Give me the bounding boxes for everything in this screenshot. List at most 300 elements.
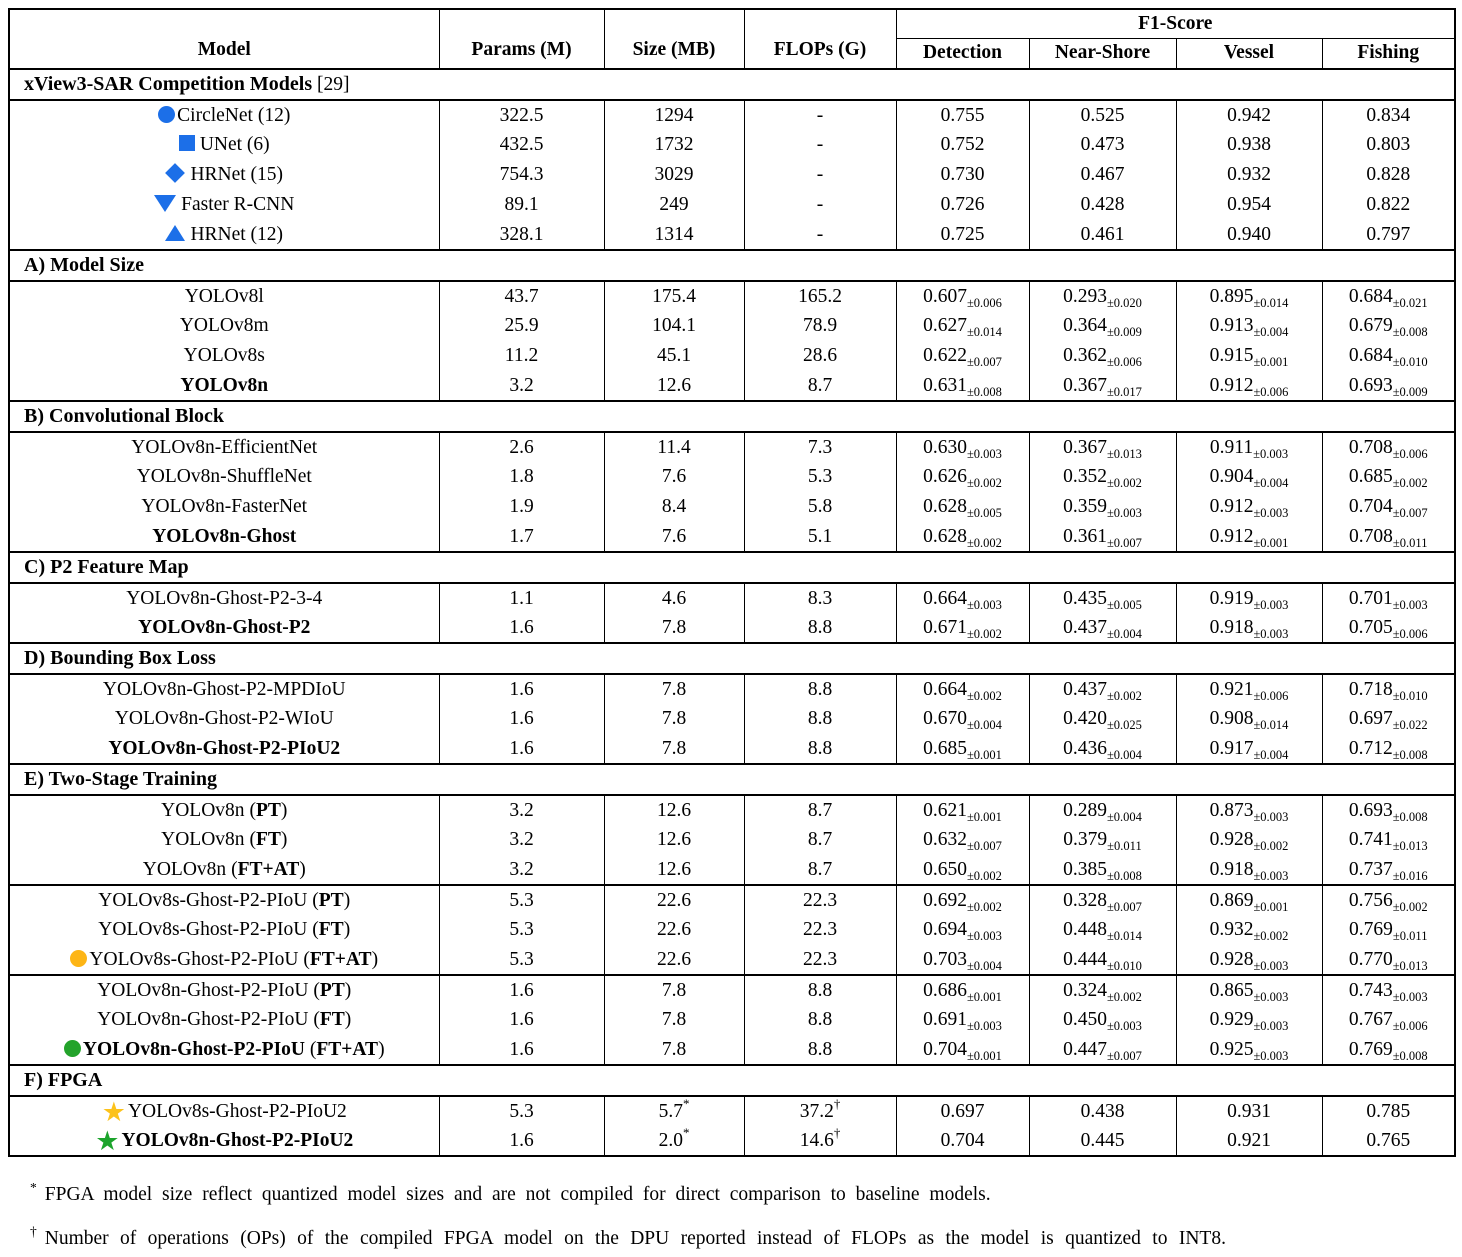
model-name: YOLOv8n — [161, 799, 245, 821]
flops-cell: 8.7 — [744, 855, 896, 885]
f1-std: ±0.002 — [966, 476, 1002, 490]
f1-value: 0.769 — [1348, 1038, 1393, 1060]
f1-fishing-cell — [1322, 704, 1455, 734]
model-cell — [9, 492, 439, 522]
f1-fishing-cell — [1322, 190, 1455, 220]
f1-fishing-cell — [1322, 160, 1455, 190]
model-cell: YOLOv8s-Ghost-P2-PIoU (FT) — [9, 915, 439, 945]
section-header-row — [9, 643, 1455, 674]
model-cell: YOLOv8s-Ghost-P2-PIoU (FT+AT) — [9, 945, 439, 975]
model-cell: YOLOv8n (PT) — [9, 795, 439, 825]
f1-nearshore-cell — [1029, 281, 1176, 311]
f1-vessel-cell — [1176, 674, 1322, 704]
flops-cell: 5.1 — [744, 522, 896, 552]
f1-value: 0.756 — [1348, 889, 1393, 911]
f1-nearshore-cell — [1029, 432, 1176, 462]
star-gold-marker-icon: ★ — [101, 1096, 126, 1128]
flops-cell: 78.9 — [744, 311, 896, 341]
model-name: YOLOv8n — [180, 374, 269, 396]
f1-value: 0.436 — [1063, 737, 1107, 759]
f1-nearshore-cell — [1029, 160, 1176, 190]
f1-fishing-cell — [1322, 1096, 1455, 1126]
f1-value: 0.704 — [923, 1038, 967, 1060]
f1-value: 0.670 — [923, 708, 967, 729]
col-header-f1-score: F1-Score — [896, 9, 1455, 38]
f1-std: ±0.006 — [1392, 446, 1428, 461]
model-cell — [9, 130, 439, 160]
f1-value: 0.694 — [923, 919, 967, 940]
params-cell: 25.9 — [439, 311, 604, 341]
square-blue-marker-icon — [179, 135, 195, 151]
model-cell — [9, 613, 439, 643]
f1-std: ±0.011 — [1107, 839, 1142, 853]
size-cell: 7.8 — [604, 975, 744, 1005]
params-cell: 3.2 — [439, 795, 604, 825]
f1-detection-cell — [896, 341, 1029, 371]
flops-cell: 22.3 — [744, 945, 896, 975]
model-name: YOLOv8n-FasterNet — [141, 496, 308, 517]
f1-std: ±0.001 — [1253, 899, 1289, 914]
flops-cell: - — [744, 160, 896, 190]
f1-std: ±0.005 — [966, 506, 1002, 520]
f1-std: ±0.003 — [1253, 809, 1289, 824]
params-cell: 5.3 — [439, 885, 604, 915]
f1-vessel-cell — [1176, 190, 1322, 220]
section-title-text: xView3-SAR Competition Models — [24, 73, 313, 95]
f1-value: 0.929 — [1209, 1009, 1254, 1030]
f1-std: ±0.003 — [1253, 989, 1289, 1004]
f1-std: ±0.002 — [966, 535, 1002, 550]
f1-value: 0.362 — [1063, 345, 1107, 366]
footnote-marker: * — [682, 1095, 690, 1111]
model-name: YOLOv8n-Ghost — [152, 525, 297, 547]
flops-cell: 7.3 — [744, 432, 896, 462]
table-row — [9, 674, 1455, 704]
f1-detection-cell — [896, 190, 1029, 220]
f1-std: ±0.004 — [1253, 476, 1289, 490]
f1-value: 0.919 — [1209, 587, 1254, 609]
f1-detection-cell — [896, 311, 1029, 341]
f1-std: ±0.001 — [966, 809, 1002, 824]
f1-std: ±0.022 — [1392, 718, 1428, 732]
f1-nearshore-cell — [1029, 885, 1176, 915]
f1-value: 0.708 — [1348, 436, 1393, 458]
params-cell: 1.9 — [439, 492, 604, 522]
f1-std: ±0.002 — [1253, 929, 1289, 943]
params-cell: 5.3 — [439, 915, 604, 945]
f1-value: 0.525 — [1080, 104, 1125, 126]
params-cell: 1.8 — [439, 462, 604, 492]
f1-nearshore-cell — [1029, 734, 1176, 764]
f1-std: ±0.014 — [1106, 929, 1142, 943]
f1-std: ±0.002 — [966, 868, 1002, 883]
f1-fishing-cell — [1322, 1005, 1455, 1035]
f1-std: ±0.003 — [1253, 597, 1289, 612]
flops-cell: - — [744, 130, 896, 160]
table-row — [9, 160, 1455, 190]
flops-cell: 8.8 — [744, 975, 896, 1005]
f1-value: 0.379 — [1063, 829, 1108, 850]
f1-std: ±0.004 — [1106, 747, 1142, 762]
f1-vessel-cell — [1176, 522, 1322, 552]
f1-detection-cell — [896, 130, 1029, 160]
model-cell — [9, 704, 439, 734]
f1-detection-cell — [896, 915, 1029, 945]
star-green-marker-icon: ★ — [95, 1125, 120, 1157]
f1-std: ±0.001 — [1253, 535, 1289, 550]
flops-cell: 22.3 — [744, 885, 896, 915]
f1-std: ±0.002 — [966, 688, 1002, 703]
f1-vessel-cell — [1176, 130, 1322, 160]
diamond-blue-marker-icon — [166, 163, 186, 183]
size-cell: 7.6 — [604, 462, 744, 492]
training-stage-label: FT — [318, 919, 344, 940]
training-stage-label: FT+AT — [309, 948, 372, 970]
f1-value: 0.718 — [1348, 678, 1393, 700]
model-cell: YOLOv8n-Ghost-P2-PIoU (PT) — [9, 975, 439, 1005]
f1-std: ±0.010 — [1392, 355, 1428, 369]
f1-value: 0.726 — [940, 194, 985, 215]
f1-value: 0.293 — [1063, 285, 1107, 307]
f1-value: 0.932 — [1209, 919, 1254, 940]
f1-value: 0.359 — [1063, 496, 1107, 517]
f1-detection-cell — [896, 825, 1029, 855]
size-cell: 7.6 — [604, 522, 744, 552]
triangle-down-blue-marker-icon — [154, 195, 176, 212]
f1-std: ±0.004 — [1106, 809, 1142, 824]
f1-nearshore-cell — [1029, 855, 1176, 885]
f1-value: 0.631 — [923, 374, 967, 396]
f1-std: ±0.005 — [1106, 597, 1142, 612]
f1-std: ±0.011 — [1392, 929, 1428, 943]
f1-nearshore-cell — [1029, 945, 1176, 975]
table-row — [9, 583, 1455, 613]
training-stage-label: FT — [255, 829, 281, 850]
f1-std: ±0.008 — [1392, 809, 1428, 824]
f1-std: ±0.010 — [1392, 688, 1428, 703]
model-name: YOLOv8s — [183, 345, 265, 366]
f1-value: 0.770 — [1348, 948, 1393, 970]
f1-std: ±0.025 — [1106, 718, 1142, 732]
size-cell: 7.8 — [604, 1035, 744, 1065]
f1-value: 0.628 — [923, 525, 967, 547]
f1-value: 0.437 — [1063, 616, 1107, 638]
f1-value: 0.904 — [1209, 466, 1254, 487]
flops-cell: 8.7 — [744, 795, 896, 825]
f1-nearshore-cell — [1029, 492, 1176, 522]
f1-value: 0.447 — [1063, 1038, 1107, 1060]
f1-std: ±0.002 — [1392, 899, 1428, 914]
f1-std: ±0.004 — [1106, 626, 1142, 641]
model-name: YOLOv8n-Ghost-P2-PIoU2 — [108, 737, 341, 759]
f1-std: ±0.011 — [1392, 535, 1428, 550]
f1-std: ±0.009 — [1106, 325, 1142, 339]
flops-cell: 8.8 — [744, 1005, 896, 1035]
f1-value: 0.769 — [1349, 919, 1393, 940]
table-row — [9, 190, 1455, 220]
f1-std: ±0.003 — [966, 1019, 1002, 1033]
f1-std: ±0.003 — [1253, 868, 1289, 883]
table-row — [9, 795, 1455, 825]
params-cell: 43.7 — [439, 281, 604, 311]
size-cell: 22.6 — [604, 915, 744, 945]
f1-value: 0.685 — [923, 737, 967, 759]
section-title — [9, 552, 1455, 583]
f1-value: 0.621 — [923, 799, 967, 821]
f1-value: 0.928 — [1209, 829, 1254, 850]
f1-std: ±0.003 — [1253, 958, 1289, 973]
header-row-top — [9, 9, 1455, 38]
model-name: Faster R-CNN — [181, 194, 295, 215]
section-title-text: C) P2 Feature Map — [24, 556, 189, 578]
flops-cell: 5.8 — [744, 492, 896, 522]
triangle-up-blue-marker-icon — [165, 225, 185, 241]
size-cell: 12.6 — [604, 371, 744, 401]
training-stage-label: FT+AT — [237, 858, 300, 880]
f1-fishing-cell — [1322, 341, 1455, 371]
f1-value: 0.664 — [923, 678, 967, 700]
f1-detection-cell — [896, 855, 1029, 885]
size-cell: 2.0* — [604, 1126, 744, 1156]
table-row — [9, 825, 1455, 855]
model-name: YOLOv8n-Ghost-P2-MPDIoU — [102, 678, 346, 700]
f1-nearshore-cell — [1029, 311, 1176, 341]
table-row — [9, 855, 1455, 885]
f1-value: 0.627 — [923, 315, 967, 336]
model-cell — [9, 341, 439, 371]
f1-nearshore-cell — [1029, 1005, 1176, 1035]
col-header-near-shore: Near-Shore — [1029, 38, 1176, 69]
f1-std: ±0.008 — [1392, 1048, 1428, 1063]
f1-value: 0.352 — [1063, 466, 1107, 487]
size-cell: 7.8 — [604, 674, 744, 704]
footnote-text: FPGA model size reflect quantized model sizes and are not compiled for direct comparison to baseline models. — [44, 1184, 991, 1205]
f1-std: ±0.006 — [1392, 1019, 1428, 1033]
params-cell: 1.6 — [439, 1035, 604, 1065]
f1-fishing-cell — [1322, 825, 1455, 855]
f1-value: 0.741 — [1348, 829, 1393, 850]
flops-cell: 22.3 — [744, 915, 896, 945]
section-header-row — [9, 69, 1455, 100]
model-name: YOLOv8n-EfficientNet — [131, 436, 318, 458]
f1-nearshore-cell — [1029, 522, 1176, 552]
f1-detection-cell — [896, 220, 1029, 250]
model-name: YOLOv8s-Ghost-P2-PIoU2 — [127, 1100, 347, 1122]
f1-value: 0.697 — [940, 1100, 985, 1122]
model-cell — [9, 160, 439, 190]
f1-value: 0.915 — [1209, 345, 1254, 366]
training-stage-label: PT — [319, 979, 345, 1001]
section-title — [9, 69, 1455, 100]
f1-fishing-cell — [1322, 734, 1455, 764]
model-name: YOLOv8s-Ghost-P2-PIoU — [89, 948, 299, 970]
f1-std: ±0.006 — [966, 295, 1002, 310]
model-cell — [9, 674, 439, 704]
f1-value: 0.912 — [1209, 496, 1254, 517]
f1-value: 0.367 — [1063, 374, 1107, 396]
params-cell: 328.1 — [439, 220, 604, 250]
f1-value: 0.438 — [1080, 1100, 1125, 1122]
f1-value: 0.931 — [1227, 1100, 1271, 1122]
params-cell: 1.6 — [439, 1005, 604, 1035]
flops-cell: 8.8 — [744, 613, 896, 643]
size-cell: 3029 — [604, 160, 744, 190]
size-cell: 175.4 — [604, 281, 744, 311]
f1-value: 0.822 — [1366, 194, 1411, 215]
size-cell: 12.6 — [604, 825, 744, 855]
f1-value: 0.385 — [1063, 858, 1107, 880]
f1-std: ±0.004 — [966, 958, 1002, 973]
f1-std: ±0.007 — [1106, 1048, 1142, 1063]
flops-cell: 8.3 — [744, 583, 896, 613]
f1-nearshore-cell — [1029, 975, 1176, 1005]
f1-nearshore-cell — [1029, 1126, 1176, 1156]
f1-vessel-cell — [1176, 915, 1322, 945]
table-row — [9, 341, 1455, 371]
f1-value: 0.911 — [1209, 436, 1254, 458]
table-row — [9, 975, 1455, 1005]
f1-vessel-cell — [1176, 311, 1322, 341]
f1-detection-cell — [896, 462, 1029, 492]
f1-std: ±0.007 — [1392, 506, 1428, 520]
section-header-row — [9, 401, 1455, 432]
model-name: HRNet (15) — [190, 164, 284, 185]
f1-std: ±0.003 — [1253, 446, 1289, 461]
f1-vessel-cell — [1176, 220, 1322, 250]
table-row — [9, 1126, 1455, 1156]
section-title-text: A) Model Size — [24, 254, 144, 276]
f1-vessel-cell — [1176, 371, 1322, 401]
f1-detection-cell — [896, 795, 1029, 825]
table-row — [9, 281, 1455, 311]
f1-vessel-cell — [1176, 704, 1322, 734]
table-row — [9, 311, 1455, 341]
table-row — [9, 522, 1455, 552]
f1-std: ±0.003 — [966, 597, 1002, 612]
f1-fishing-cell — [1322, 100, 1455, 130]
model-name: YOLOv8n-Ghost-P2-PIoU — [82, 1038, 306, 1060]
table-row — [9, 371, 1455, 401]
size-cell: 11.4 — [604, 432, 744, 462]
f1-vessel-cell — [1176, 583, 1322, 613]
f1-fishing-cell — [1322, 522, 1455, 552]
table-header — [9, 9, 1455, 69]
f1-nearshore-cell — [1029, 795, 1176, 825]
params-cell: 3.2 — [439, 825, 604, 855]
f1-std: ±0.013 — [1392, 958, 1428, 973]
model-name: YOLOv8l — [184, 285, 264, 307]
f1-value: 0.908 — [1209, 708, 1254, 729]
f1-value: 0.834 — [1366, 104, 1411, 126]
size-cell: 22.6 — [604, 945, 744, 975]
f1-vessel-cell — [1176, 1005, 1322, 1035]
model-name: YOLOv8n-Ghost-P2-3-4 — [126, 587, 323, 609]
f1-vessel-cell — [1176, 160, 1322, 190]
size-cell: 22.6 — [604, 885, 744, 915]
f1-nearshore-cell — [1029, 583, 1176, 613]
f1-value: 0.954 — [1227, 194, 1271, 215]
f1-std: ±0.003 — [1106, 1019, 1142, 1033]
model-name: YOLOv8n-ShuffleNet — [136, 466, 312, 487]
f1-std: ±0.001 — [966, 1048, 1002, 1063]
f1-std: ±0.001 — [966, 747, 1002, 762]
size-cell: 12.6 — [604, 855, 744, 885]
f1-std: ±0.003 — [1392, 597, 1428, 612]
flops-cell: 8.7 — [744, 371, 896, 401]
f1-value: 0.918 — [1209, 616, 1254, 638]
section-title — [9, 764, 1455, 795]
params-cell: 2.6 — [439, 432, 604, 462]
f1-std: ±0.003 — [1106, 506, 1142, 520]
size-cell: 104.1 — [604, 311, 744, 341]
f1-fishing-cell — [1322, 462, 1455, 492]
f1-detection-cell — [896, 1035, 1029, 1065]
table-row — [9, 220, 1455, 250]
f1-value: 0.691 — [923, 1009, 967, 1030]
f1-value: 0.942 — [1227, 104, 1271, 126]
f1-std: ±0.008 — [1392, 325, 1428, 339]
f1-detection-cell — [896, 522, 1029, 552]
table-row — [9, 1035, 1455, 1065]
training-stage-label: PT — [318, 889, 344, 911]
training-stage-label: FT+AT — [316, 1038, 379, 1060]
footnote-marker: † — [833, 1124, 841, 1140]
size-cell: 7.8 — [604, 1005, 744, 1035]
f1-detection-cell — [896, 281, 1029, 311]
f1-vessel-cell — [1176, 855, 1322, 885]
footnote-dagger — [30, 1213, 1454, 1257]
f1-value: 0.755 — [940, 104, 985, 126]
f1-value: 0.725 — [940, 223, 985, 245]
f1-std: ±0.001 — [1253, 355, 1289, 369]
model-name: YOLOv8n — [142, 858, 227, 880]
table-row — [9, 492, 1455, 522]
f1-value: 0.467 — [1080, 164, 1125, 185]
f1-nearshore-cell — [1029, 1035, 1176, 1065]
f1-nearshore-cell — [1029, 613, 1176, 643]
f1-std: ±0.003 — [1253, 1048, 1289, 1063]
f1-std: ±0.014 — [1253, 295, 1289, 310]
f1-fishing-cell — [1322, 915, 1455, 945]
f1-nearshore-cell — [1029, 371, 1176, 401]
dagger-footnote-symbol: † — [30, 1224, 37, 1239]
f1-value: 0.765 — [1366, 1129, 1411, 1151]
model-name: YOLOv8n — [161, 829, 245, 850]
f1-nearshore-cell — [1029, 220, 1176, 250]
params-cell: 5.3 — [439, 1096, 604, 1126]
f1-value: 0.925 — [1209, 1038, 1254, 1060]
f1-vessel-cell — [1176, 1035, 1322, 1065]
f1-value: 0.912 — [1209, 374, 1254, 396]
f1-vessel-cell — [1176, 613, 1322, 643]
section-title-text: F) FPGA — [24, 1069, 103, 1091]
f1-fishing-cell — [1322, 1126, 1455, 1156]
f1-std: ±0.003 — [966, 446, 1002, 461]
f1-value: 0.435 — [1063, 587, 1107, 609]
f1-value: 0.918 — [1209, 858, 1254, 880]
f1-value: 0.704 — [940, 1129, 985, 1151]
model-cell: YOLOv8n (FT) — [9, 825, 439, 855]
size-cell: 7.8 — [604, 704, 744, 734]
f1-std: ±0.007 — [1106, 535, 1142, 550]
footnote-marker: * — [682, 1124, 690, 1140]
col-header-detection: Detection — [896, 38, 1029, 69]
size-cell: 7.8 — [604, 734, 744, 764]
f1-value: 0.797 — [1366, 223, 1411, 245]
table-row — [9, 945, 1455, 975]
f1-value: 0.693 — [1348, 374, 1393, 396]
model-name: YOLOv8n-Ghost-P2 — [138, 616, 311, 638]
